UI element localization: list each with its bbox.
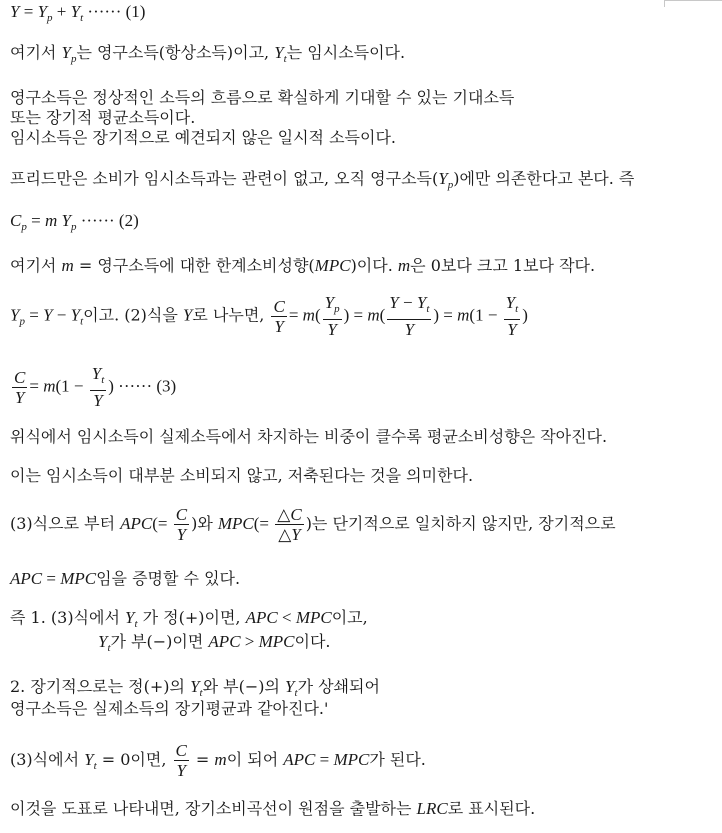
- text-line: 이는 임시소득이 대부분 소비되지 않고, 저축된다는 것을 의미한다.: [10, 466, 474, 485]
- text-line: 영구소득은 실제소득의 장기평균과 같아진다.': [10, 699, 329, 718]
- equation-3-label: (3): [156, 376, 177, 396]
- page-corner-marker: [664, 0, 722, 7]
- apc-term: APC: [120, 514, 153, 533]
- text-segment: = 0이면,: [96, 750, 172, 769]
- text-segment: 이고,: [331, 608, 368, 627]
- text-line: 위식에서 임시소득이 실제소득에서 차지하는 비중이 클수록 평균소비성향은 작아진다.: [10, 427, 608, 446]
- text-segment: )와: [191, 514, 218, 533]
- text-segment: =: [190, 750, 215, 769]
- text-segment: 이다.: [294, 632, 331, 651]
- text-segment: 프리드만은 소비가 임시소득과는 관련이 없고, 오직 영구소득(: [10, 169, 439, 188]
- text-segment: 즉 1. (3)식에서: [10, 608, 126, 627]
- text-segment: = 영구소득에 대한 한계소비성향(: [73, 256, 315, 275]
- text-line-division: $Y_p = Y - Y_t$이고. (2)식을 Y로 나누면, $\frac{C}{Y}$ = m( $\frac{Y_p}{Y}$ ) = m( $\frac{Y - Y_t}{Y}$ ) = m(1 − $\frac{Y_t}{Y}$ ): [10, 293, 528, 339]
- apc-term: APC: [245, 608, 278, 627]
- text-line-apc-equals-mpc: APC = MPC임을 증명할 수 있다.: [10, 569, 241, 588]
- fraction-yt-over-y: $\frac{Y_t}{Y}$: [505, 293, 519, 339]
- text-segment: 2. 장기적으로는 정(+)의: [10, 677, 191, 696]
- fraction-c-over-y: $\frac{C}{Y}$: [14, 367, 26, 407]
- text-segment: )이다.: [350, 256, 398, 275]
- text-segment: 이 되어: [226, 750, 284, 769]
- text-line-definition: 여기서 $Y_p$는 영구소득(항상소득)이고, $Y_t$는 임시소득이다.: [10, 43, 406, 65]
- text-segment: 여기서: [10, 43, 62, 62]
- text-segment: 가 부(−)이면: [110, 632, 209, 651]
- equation-2-label: (2): [118, 211, 139, 230]
- text-line-friedman: 프리드만은 소비가 임시소득과는 관련이 없고, 오직 영구소득$(Y_p)$에만 의존한다고 본다. 즉: [10, 169, 635, 191]
- text-segment: 로 나누면,: [192, 305, 265, 325]
- apc-term: APC: [10, 569, 43, 588]
- mpc-term: MPC: [314, 256, 351, 275]
- text-line-lrc: [10, 799, 535, 819]
- apc-term: APC: [283, 750, 316, 769]
- m-term: m: [397, 256, 411, 275]
- equation-1-label: (1): [125, 2, 146, 21]
- text-segment: )에만 의존한다고 본다. 즉: [453, 169, 635, 188]
- text-line: 임시소득은 장기적으로 예견되지 않은 일시적 소득이다.: [10, 128, 397, 147]
- mpc-term: MPC: [258, 632, 295, 651]
- apc-term: APC: [208, 632, 241, 651]
- fraction-yt-over-y: $\frac{Y_t}{Y}$: [91, 364, 105, 410]
- fraction-c-over-y: $\frac{C}{Y}$: [175, 505, 188, 544]
- equation-2: $C_p = m$ $Y_p$ ······ (2): [10, 211, 139, 233]
- text-line: 또는 장기적 평균소득이다.: [10, 108, 196, 127]
- mpc-term: MPC: [60, 569, 97, 588]
- text-line-case-1b: $Y_t$가 부(−)이면 APC > MPC이다.: [98, 632, 331, 654]
- text-segment: 가 상쇄되어: [297, 677, 380, 696]
- equation-1: $Y = Y_p + Y_t$ ······ (1): [10, 2, 146, 24]
- lrc-term: LRC: [416, 799, 448, 818]
- fraction-c-over-y: $\frac{C}{Y}$: [273, 296, 285, 336]
- text-segment: 임을 증명할 수 있다.: [96, 569, 241, 588]
- text-segment: 이것을 도표로 나타내면, 장기소비곡선이 원점을 출발하는: [10, 799, 417, 818]
- text-segment: 이고. (2)식을: [83, 305, 183, 325]
- text-line: 영구소득은 정상적인 소득의 흐름으로 확실하게 기대할 수 있는 기대소득: [10, 88, 515, 107]
- text-line-mpc: 여기서 m = 영구소득에 대한 한계소비성향(MPC)이다. m은 0보다 크고 1보다 작다.: [10, 256, 596, 275]
- mpc-term: MPC: [295, 608, 332, 627]
- mpc-term: MPC: [333, 750, 370, 769]
- text-segment: (3)식으로 부터: [10, 514, 121, 533]
- m-term: m: [214, 750, 227, 769]
- text-line-case-2: 2. 장기적으로는 정(+)의 $Y_t$와 부(−)의 $Y_t$가 상쇄되어: [10, 677, 380, 699]
- equation-3: $\frac{C}{Y}$ = m(1 − $\frac{Y_t}{Y}$ ) ······ (3): [14, 364, 177, 410]
- text-segment: 는 영구소득(항상소득)이고,: [76, 43, 275, 62]
- text-line-yt-zero: (3)식에서 $Y_t = 0$이면, $\frac{C}{Y}$ = m이 되어 APC = MPC가 된다.: [10, 741, 426, 780]
- text-segment: 는 임시소득이다.: [286, 43, 406, 62]
- text-line-case-1: 즉 1. (3)식에서 $Y_t$ 가 정(+)이면, APC < MPC이고,: [10, 608, 368, 630]
- fraction-y-minus-yt-over-y: $\frac{Y - Y_t}{Y}$: [389, 293, 430, 339]
- text-segment: 와 부(−)의: [202, 677, 286, 696]
- text-segment: 가 된다.: [369, 750, 426, 769]
- text-segment: 로 표시된다.: [447, 799, 536, 818]
- text-segment: 가 정(+)이면,: [137, 608, 246, 627]
- fraction-dc-over-dy: $\frac{\triangle C}{\triangle Y}$: [277, 505, 302, 544]
- text-line-apc-mpc: (3)식으로 부터 APC(= $\frac{C}{Y}$ )와 MPC(= $\frac{\triangle C}{\triangle Y}$ )는 단기적으로 일치하지 않지만, 장기적으로: [10, 505, 616, 544]
- text-segment: (3)식에서: [10, 750, 85, 769]
- mpc-term: MPC: [217, 514, 254, 533]
- text-segment: 여기서: [10, 256, 62, 275]
- fraction-c-over-y: $\frac{C}{Y}$: [175, 741, 187, 780]
- text-segment: 은 0보다 크고 1보다 작다.: [410, 256, 596, 275]
- text-segment: )는 단기적으로 일치하지 않지만, 장기적으로: [305, 514, 616, 533]
- fraction-yp-over-y: $\frac{Y_p}{Y}$: [324, 293, 340, 339]
